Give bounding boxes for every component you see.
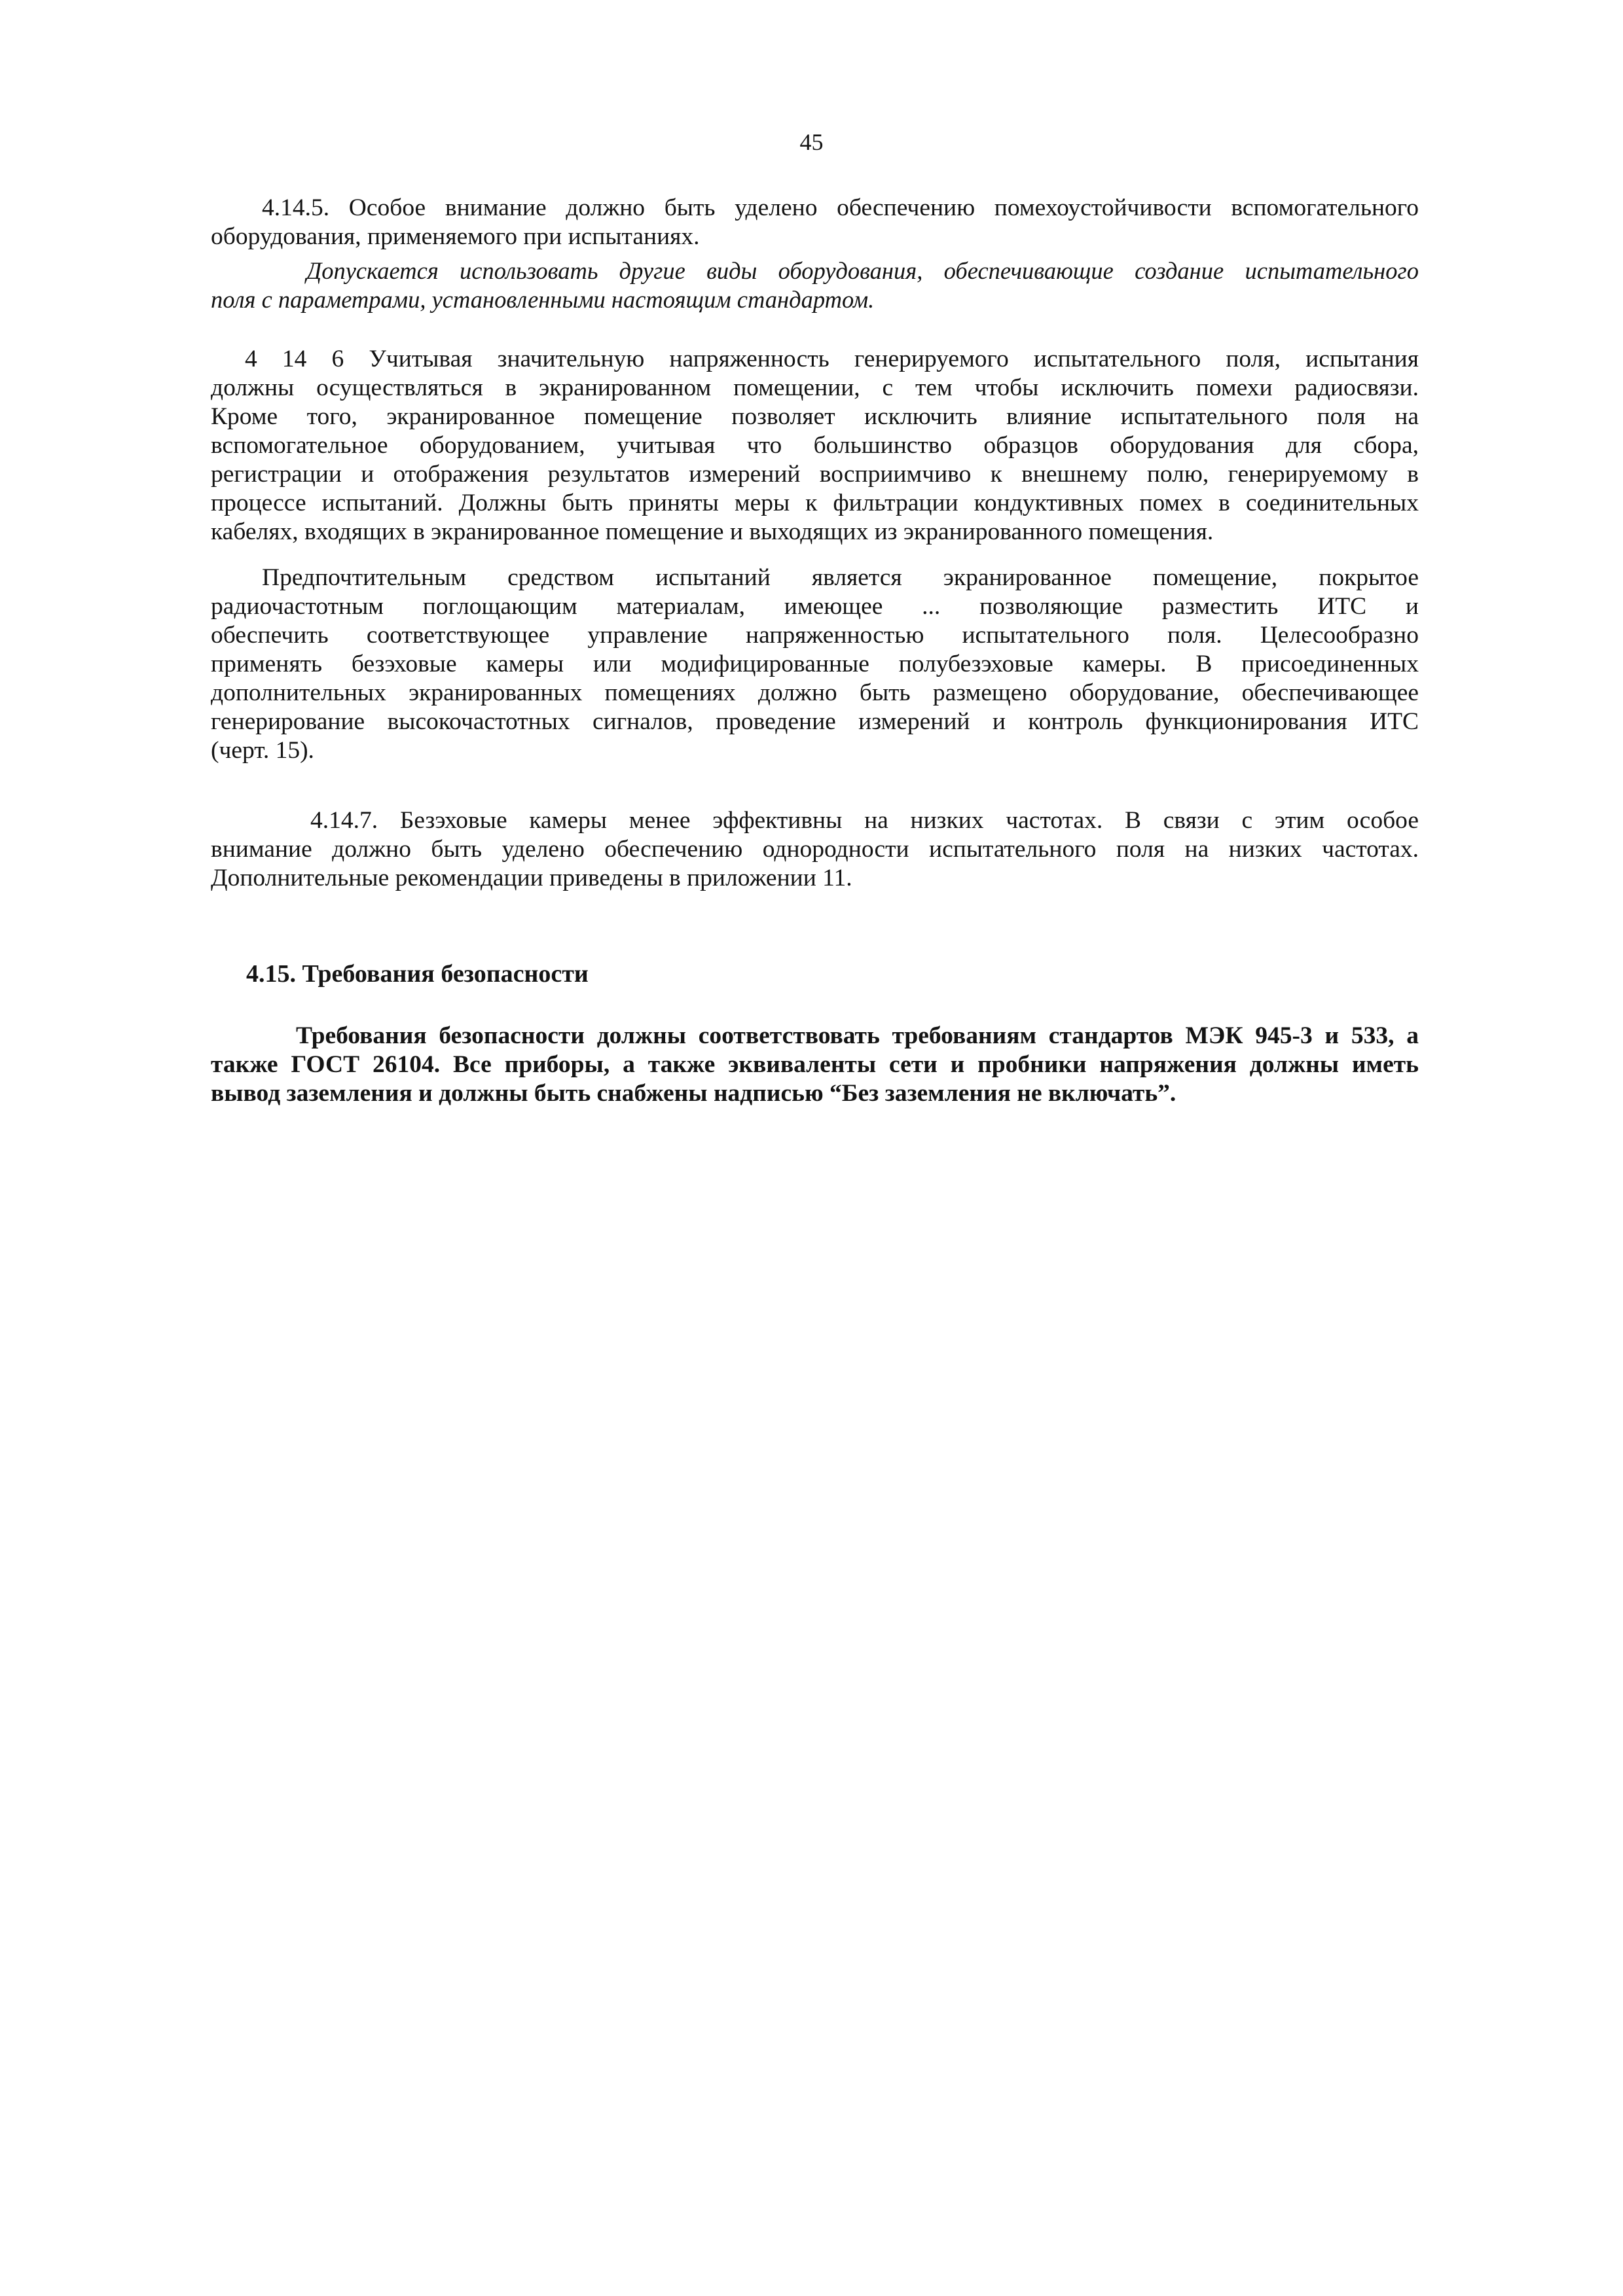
page-number: 45: [799, 129, 824, 155]
paragraph-preferred-means: [211, 564, 1419, 765]
text-line: генерирование высокочастотных сигналов, проведение измерений и контроль функционирования ИТС: [211, 708, 1419, 735]
text-line: 4 14 6 Учитывая значительную напряженность генерируемого испытательного поля, испытания: [245, 346, 1419, 372]
paragraph-4-14-7: [211, 806, 1419, 893]
text-line: Требования безопасности должны соответствовать требованиям стандартов МЭК 945-3 и 533, а: [296, 1022, 1419, 1049]
text-line: 4.14.5. Особое внимание должно быть уделено обеспечению помехоустойчивости вспомогательного: [262, 194, 1419, 221]
text-line: Предпочтительным средством испытаний является экранированное помещение, покрытое: [262, 564, 1419, 591]
text-line: регистрации и отображения результатов измерений восприимчиво к внешнему полю, генерируемому в: [211, 461, 1419, 488]
paragraph-4-14-5-note: [211, 257, 1419, 314]
text-line: Дополнительные рекомендации приведены в приложении 11.: [211, 865, 852, 891]
section-heading-4-15: 4.15. Требования безопасности: [246, 960, 589, 988]
paragraph-4-14-6: [211, 345, 1419, 547]
text-line: внимание должно быть уделено обеспечению однородности испытательного поля на низких частотах.: [211, 836, 1419, 863]
paragraph-4-15: [211, 1022, 1419, 1108]
text-line: 4.14.7. Безэховые камеры менее эффективны на низких частотах. В связи с этим особое: [310, 807, 1419, 834]
text-line: также ГОСТ 26104. Все приборы, а также эквиваленты сети и пробники напряжения должны иметь: [211, 1051, 1419, 1078]
text-line: Допускается использовать другие виды оборудования, обеспечивающие создание испытательного: [306, 257, 1419, 284]
text-line: должны осуществляться в экранированном помещении, с тем чтобы исключить помехи радиосвязи.: [211, 374, 1419, 401]
paragraph-4-14-5: [211, 194, 1419, 251]
text-line: применять безэховые камеры или модифицированные полубезэховые камеры. В присоединенных: [211, 651, 1419, 677]
text-line: дополнительных экранированных помещениях должно быть размещено оборудование, обеспечивающее: [211, 679, 1419, 706]
text-line: вспомогательное оборудованием, учитывая что большинство образцов оборудования для сбора,: [211, 432, 1419, 459]
text-line: Кроме того, экранированное помещение позволяет исключить влияние испытательного поля на: [211, 403, 1419, 430]
text-line: обеспечить соответствующее управление напряженностью испытательного поля. Целесообразно: [211, 622, 1419, 649]
text-line: радиочастотным поглощающим материалам, имеющее ... позволяющие разместить ИТС и: [211, 593, 1419, 620]
text-line: вывод заземления и должны быть снабжены надписью “Без заземления не включать”.: [211, 1080, 1176, 1107]
text-line: оборудования, применяемого при испытаниях.: [211, 223, 700, 250]
text-line: поля с параметрами, установленными настоящим стандартом.: [211, 286, 875, 313]
text-line: (черт. 15).: [211, 737, 314, 764]
text-line: кабелях, входящих в экранированное помещение и выходящих из экранированного помещения.: [211, 518, 1214, 545]
text-line: процессе испытаний. Должны быть приняты меры к фильтрации кондуктивных помех в соединительных: [211, 490, 1419, 516]
